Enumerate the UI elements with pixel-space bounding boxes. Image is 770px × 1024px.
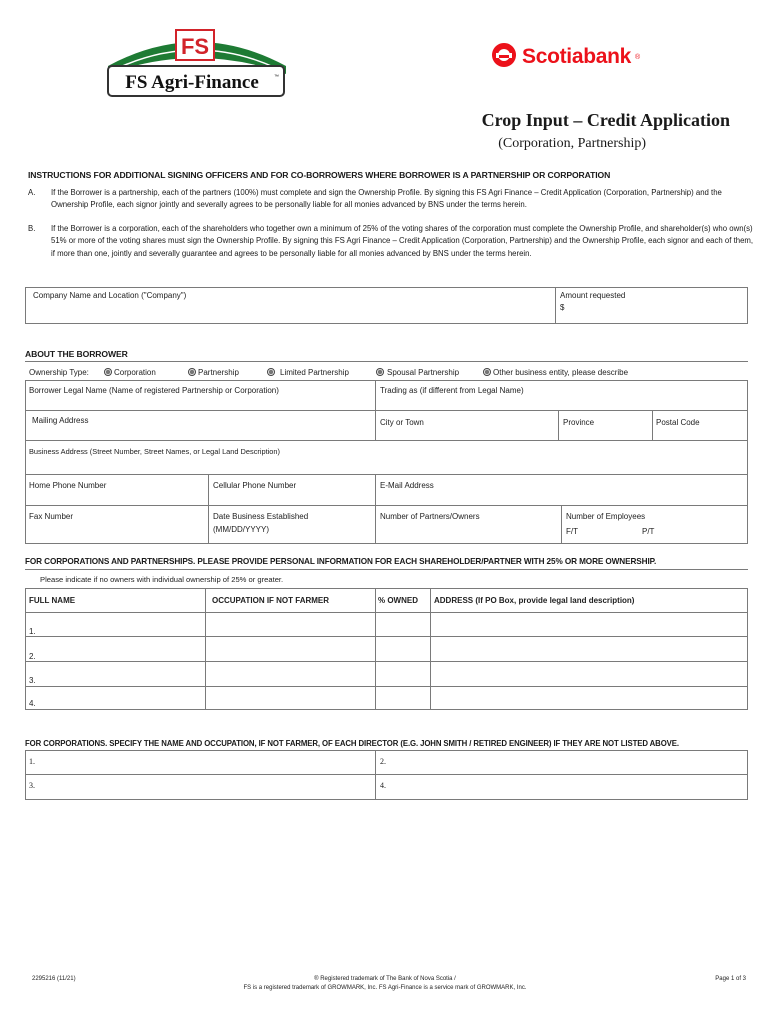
postal-code-field[interactable]: Postal Code bbox=[656, 418, 700, 427]
owners-table bbox=[25, 588, 748, 710]
home-phone-field[interactable]: Home Phone Number bbox=[29, 481, 107, 490]
trading-as-field[interactable]: Trading as (if different from Legal Name) bbox=[380, 386, 524, 395]
cell-phone-field[interactable]: Cellular Phone Number bbox=[213, 481, 297, 490]
form-code: 2295216 (11/21) bbox=[32, 976, 76, 982]
date-established-field[interactable]: Date Business Established bbox=[213, 512, 309, 521]
about-borrower-heading: ABOUT THE BORROWER bbox=[25, 349, 128, 359]
scotiabank-logo: Scotiabank ® bbox=[490, 40, 660, 74]
radio-limited-partnership[interactable] bbox=[267, 368, 275, 376]
part-time-label: P/T bbox=[642, 527, 655, 536]
fs-agri-finance-logo bbox=[104, 22, 290, 100]
borrower-legal-name-field[interactable]: Borrower Legal Name (Name of registered Partnership or Corporation) bbox=[29, 386, 279, 395]
instruction-a: A. If the Borrower is a partnership, each of the partners (100%) must complete and sign the Ownership Profile. By signing this FS Agri Finance – Credit Application (Corporation, Partnership) and the Ownership Profile, each signor jointly and severally agrees to be personally liable for all monies advanced by BNS under the terms herein. bbox=[28, 188, 722, 210]
business-address-field[interactable]: Business Address (Street Number, Street Names, or Legal Land Description) bbox=[29, 447, 280, 456]
ownership-type-label: Ownership Type: bbox=[29, 368, 89, 377]
owner-row-4[interactable]: 4. bbox=[29, 699, 36, 708]
company-name-field[interactable]: Company Name and Location ("Company") bbox=[33, 291, 187, 300]
owner-row-1[interactable]: 1. bbox=[29, 627, 36, 636]
fs-badge-text: FS bbox=[180, 34, 210, 59]
email-field[interactable]: E-Mail Address bbox=[380, 481, 434, 490]
num-partners-field[interactable]: Number of Partners/Owners bbox=[380, 512, 480, 521]
director-2[interactable]: 2. bbox=[380, 757, 386, 766]
page-subtitle: (Corporation, Partnership) bbox=[498, 136, 646, 151]
director-4[interactable]: 4. bbox=[380, 781, 386, 790]
trademark-line-1: ® Registered trademark of The Bank of Nova Scotia / bbox=[314, 976, 456, 982]
currency-symbol: $ bbox=[560, 303, 565, 312]
amount-requested-field[interactable]: Amount requested bbox=[560, 291, 626, 300]
date-format-hint: (MM/DD/YYYY) bbox=[213, 525, 269, 534]
radio-corporation[interactable] bbox=[104, 368, 112, 376]
fax-field[interactable]: Fax Number bbox=[29, 512, 74, 521]
page-title: Crop Input – Credit Application bbox=[481, 110, 730, 130]
col-percent-owned: % OWNED bbox=[378, 596, 418, 605]
owner-row-2[interactable]: 2. bbox=[29, 652, 36, 661]
city-field[interactable]: City or Town bbox=[380, 418, 424, 427]
radio-other-entity[interactable] bbox=[483, 368, 491, 376]
trademark-line-2: FS is a registered trademark of GROWMARK, Inc. FS Agri-Finance is a service mark of GROWMARK, Inc. bbox=[243, 985, 527, 991]
province-field[interactable]: Province bbox=[563, 418, 595, 427]
owners-heading: FOR CORPORATIONS AND PARTNERSHIPS. PLEASE PROVIDE PERSONAL INFORMATION FOR EACH SHAREHOLDER/PARTNER WITH 25% OR MORE OWNERSHIP. bbox=[25, 557, 657, 566]
director-3[interactable]: 3. bbox=[29, 781, 35, 790]
full-time-label: F/T bbox=[566, 527, 578, 536]
director-1[interactable]: 1. bbox=[29, 757, 35, 766]
mailing-address-field[interactable]: Mailing Address bbox=[32, 416, 89, 425]
col-full-name: FULL NAME bbox=[29, 596, 76, 605]
owner-row-3[interactable]: 3. bbox=[29, 676, 36, 685]
svg-text:™: ™ bbox=[274, 74, 279, 80]
num-employees-field[interactable]: Number of Employees bbox=[566, 512, 646, 521]
directors-heading: FOR CORPORATIONS. SPECIFY THE NAME AND OCCUPATION, IF NOT FARMER, OF EACH DIRECTOR (E.G. JOHN SMITH / RETIRED ENGINEER) IF THEY ARE NOT LISTED ABOVE. bbox=[25, 739, 679, 748]
col-occupation: OCCUPATION IF NOT FARMER bbox=[212, 596, 330, 605]
radio-spousal-partnership[interactable] bbox=[376, 368, 384, 376]
radio-partnership[interactable] bbox=[188, 368, 196, 376]
scotiabank-wordmark: Scotiabank bbox=[522, 45, 632, 68]
instructions-heading: INSTRUCTIONS FOR ADDITIONAL SIGNING OFFICERS AND FOR CO-BORROWERS WHERE BORROWER IS A PARTNERSHIP OR CORPORATION bbox=[28, 170, 611, 180]
fs-name-text: FS Agri-Finance bbox=[125, 72, 259, 93]
directors-table bbox=[25, 750, 748, 800]
owners-note: Please indicate if no owners with individual ownership of 25% or greater. bbox=[40, 575, 284, 584]
instruction-b: B. If the Borrower is a corporation, each of the shareholders who together own a minimum of 25% of the voting shares of the corporation must complete the Ownership Profile, and shareholder(s) who own(s) 51% or more of the voting shares must sign the Ownership Profile. By signing this FS Agri Finance – Credit Application (Corporation, Partnership) and the Ownership Profile, each signor and each of them, if more than one, jointly and severally guarantee and agrees to be personally liable for all monies advanced by BNS under the terms herein. bbox=[28, 224, 754, 258]
page-number: Page 1 of 3 bbox=[715, 976, 746, 982]
col-address: ADDRESS (If PO Box, provide legal land description) bbox=[434, 596, 635, 605]
scotiabank-s-icon bbox=[490, 41, 518, 73]
